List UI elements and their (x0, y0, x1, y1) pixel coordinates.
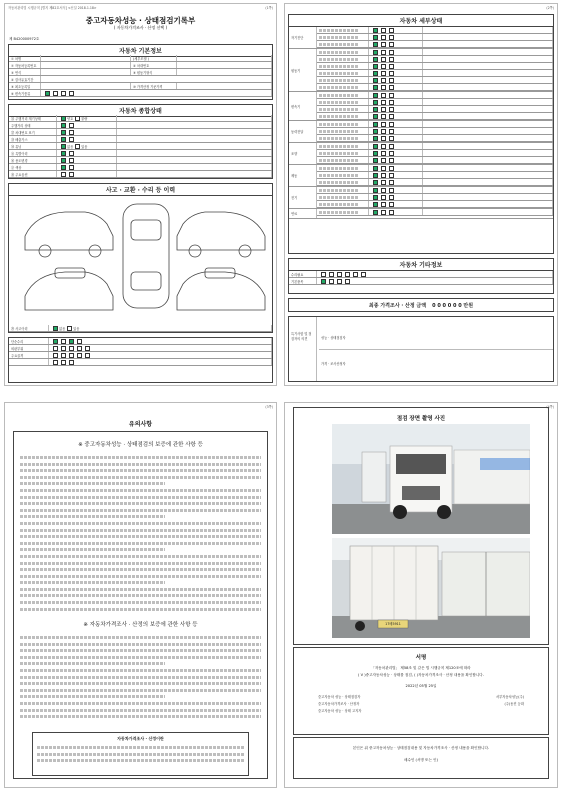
label: ⑫ 차대번호 표기 (9, 129, 57, 135)
detail-row (317, 113, 553, 120)
page-number: (4쪽) (546, 405, 554, 409)
detail-status-section (288, 14, 554, 254)
section-title: 자동차 종합상태 (9, 105, 272, 117)
text-line (20, 702, 261, 705)
appraiser-label: 성능 · 상태점검자 (321, 336, 346, 340)
detail-row (317, 41, 553, 48)
text-line (20, 689, 261, 692)
text-line (20, 562, 261, 565)
record-number: 제 B420000972호 (9, 37, 40, 41)
detail-row (317, 92, 553, 99)
form-reference: 자동차관리법 시행규칙 [별지 제82호서식] <신설 2018.1.18> (8, 6, 97, 10)
text-line (20, 709, 261, 712)
label: ③ 연식 (9, 69, 41, 75)
detail-group (289, 121, 553, 143)
text-line (20, 682, 261, 685)
detail-row (317, 179, 553, 186)
text-line (20, 476, 261, 479)
section-title: 서명 (415, 655, 427, 661)
detail-row (317, 143, 553, 150)
detail-row (317, 187, 553, 194)
text-line (20, 575, 261, 578)
text-line (20, 463, 261, 466)
label: ④ 검사유효기간 (9, 76, 41, 82)
detail-row (317, 84, 553, 91)
detail-row (317, 172, 553, 179)
detail-row (317, 27, 553, 34)
text-line (20, 548, 165, 551)
label: ⑬ 배출가스 (9, 136, 57, 142)
text-line (20, 643, 261, 646)
text-line (20, 502, 261, 505)
detail-row (317, 56, 553, 63)
text-line (20, 529, 261, 532)
notes-frame (13, 431, 268, 779)
detail-row (317, 150, 553, 157)
detail-row (317, 70, 553, 77)
detail-row (317, 121, 553, 128)
text-line (20, 469, 261, 472)
text-line (20, 542, 261, 545)
price-definition-box (32, 732, 249, 776)
detail-group (289, 27, 553, 49)
label: ① 차명 (9, 55, 41, 61)
final-price-box (288, 298, 554, 312)
label: ⑱ 주요옵션 (9, 171, 57, 177)
text-line (20, 489, 261, 492)
detail-row (317, 135, 553, 142)
label: ⑪ 주행거리 계기상태 (9, 115, 57, 121)
text-line (20, 669, 261, 672)
notice-line: ( V )중고자동차성능 · 상태를 점검, ( )자동차가격조사 · 산정 내용을 확인합니다. (358, 673, 484, 677)
section-title: 자동차 기타정보 (289, 259, 553, 271)
text-line (20, 581, 165, 584)
text-line (20, 555, 261, 558)
detail-group-label: 원동기 (289, 49, 317, 91)
text-line (20, 695, 165, 698)
car-right-side-outline (177, 212, 265, 250)
detail-row (317, 201, 553, 208)
accident-history-section: 사고 · 교환 · 수리 등 이력 ⑳ 사고이력 없음 있음 (8, 183, 273, 333)
detail-group-label: 전기 (289, 187, 317, 208)
page-2-detail-status (284, 3, 558, 386)
opinion-section (288, 316, 554, 382)
buyer-confirm-section (293, 737, 549, 779)
detail-group-label: 자기진단 (289, 27, 317, 48)
label: ⑤ 원동기형식 (131, 69, 177, 75)
detail-row (317, 49, 553, 56)
text-line (20, 522, 261, 525)
detail-row (317, 106, 553, 113)
price-value: 0 0 0 0 0 0 만원 (432, 302, 474, 309)
label: ⑳ 사고이력 (9, 325, 49, 331)
section-title: 자동차 기본정보 (9, 45, 272, 57)
text-line (20, 715, 261, 718)
detail-row (317, 77, 553, 84)
signer-orgs: 서부자동차성능(주) (주)동진 등화 (495, 695, 524, 706)
detail-group-label: 동력전달 (289, 121, 317, 142)
text-line (20, 515, 165, 518)
text-line (20, 662, 165, 665)
text-line (20, 496, 261, 499)
text-line (20, 601, 261, 604)
text-line (20, 636, 261, 639)
label: 수리필요 (289, 271, 317, 277)
label: 주행거리 상태 (9, 122, 57, 128)
truck-front-photo (332, 424, 530, 534)
detail-group (289, 49, 553, 92)
photo-frame (293, 407, 549, 645)
detail-row (317, 194, 553, 201)
page-3-notes (4, 402, 277, 788)
label: ② 자동차등록번호 (9, 62, 41, 68)
car-left-side-outline (25, 212, 113, 250)
buyer-sign-line: 매수인 (서명 또는 인) (403, 758, 438, 762)
detail-group-label: 변속기 (289, 92, 317, 120)
detail-group-label: 조향 (289, 143, 317, 164)
text-line (20, 568, 261, 571)
detail-group (289, 143, 553, 165)
page-number: (3쪽) (265, 405, 273, 409)
notice-line: 「자동차관리법」 제58조 및 같은 법 시행규칙 제120조에 따라 (371, 666, 471, 670)
detail-group-label: 연료 (289, 209, 317, 218)
page-title: 점검 장면 촬영 사진 (396, 416, 446, 422)
detail-row (317, 34, 553, 41)
page-4-photos (284, 402, 558, 788)
detail-row (317, 209, 553, 216)
truck-rear-photo (332, 538, 530, 638)
text-line (20, 594, 261, 597)
price-label: 최종 가격조사 · 산정 금액 (368, 302, 427, 309)
label: ⑮ 특별이력 (9, 150, 57, 156)
page-1-inspection-record (4, 3, 277, 386)
box-title: 자동차가격조사 · 산정이란 (117, 736, 164, 741)
detail-row (317, 63, 553, 70)
label: 기본품목 (289, 278, 317, 284)
page-number: (2쪽) (546, 6, 554, 10)
confirm-text: 본인은 위 중고자동차성능 · 상태점검내용 및 자동차가격조사 · 산정 내용을 확인합니다. (352, 746, 490, 750)
detail-row (317, 99, 553, 106)
label: 주요골격 (9, 352, 49, 358)
label: 외판부위 (9, 345, 49, 351)
page-subtitle: ( 자동차가격조사 · 산정 선택 ) (113, 25, 168, 30)
special-notes-label: 특기사항 및 점검자의 의견 (289, 317, 317, 381)
signature-section (293, 647, 549, 735)
label: ④ 차대번호 (131, 62, 177, 68)
sign-date: 2022년 05월 25일 (405, 684, 437, 688)
detail-group (289, 209, 553, 219)
basic-info-section (8, 44, 273, 100)
detail-row (317, 128, 553, 135)
page-title: 중고자동차성능 · 상태점검기록부 (85, 16, 196, 25)
text-line (20, 535, 261, 538)
signer-roles: 중고자동차 성능 · 상태점검자 중고자동차가격조사 · 산정자 중고자동차 성능 · 상태 고지자 (318, 695, 362, 713)
label: ⑩ 가격산정 기준가격 (131, 83, 177, 89)
text-line (20, 608, 261, 611)
detail-row (317, 165, 553, 172)
text-line (20, 649, 261, 652)
label: ⑯ 용도변경 (9, 157, 57, 163)
license-plate: 17배5911 (385, 622, 401, 626)
summary-section: 자동차 종합상태 ⑪ 주행거리 계기상태 양호 불량 주행거리 상태 ⑫ 차대번호 표기 ⑬ 배출가스 ⑭ 튜닝 없음 있음 ⑮ 특별이력 ⑯ 용도변경 ⑰ 색상 ⑱ 주요옵션 (8, 104, 273, 179)
detail-group (289, 92, 553, 121)
car-diagram (15, 196, 273, 316)
section-heading: ※ 중고자동차성능 · 상태점검의 보증에 관한 사항 등 (78, 442, 203, 448)
etc-info-section (288, 258, 554, 294)
detail-group (289, 187, 553, 209)
text-line (20, 588, 261, 591)
text-line (20, 656, 261, 659)
detail-row (317, 157, 553, 164)
label: ⑰ 색상 (9, 164, 57, 170)
page-number: (1쪽) (265, 6, 273, 10)
text-line (20, 456, 261, 459)
text-line (20, 509, 261, 512)
detail-group (289, 165, 553, 187)
appraiser-label: 가격 · 조사산정자 (321, 362, 346, 366)
page-title: 유의사항 (128, 421, 153, 428)
label: (세부모델 ) (131, 55, 177, 61)
damage-detail-section (8, 337, 273, 383)
label: 단순수리 (9, 338, 49, 344)
section-title: 자동차 세부상태 (289, 15, 553, 27)
detail-group-label: 제동 (289, 165, 317, 186)
text-line (20, 482, 165, 485)
label: ⑤ 최초등록일 (9, 83, 41, 89)
label: ⑭ 튜닝 (9, 143, 57, 149)
text-line (20, 676, 261, 679)
section-heading: ※ 자동차가격조사 · 산정의 보증에 관한 사항 등 (83, 622, 198, 628)
section-title: 사고 · 교환 · 수리 등 이력 (9, 184, 272, 196)
label: ⑥ 변속기종류 (9, 90, 41, 96)
